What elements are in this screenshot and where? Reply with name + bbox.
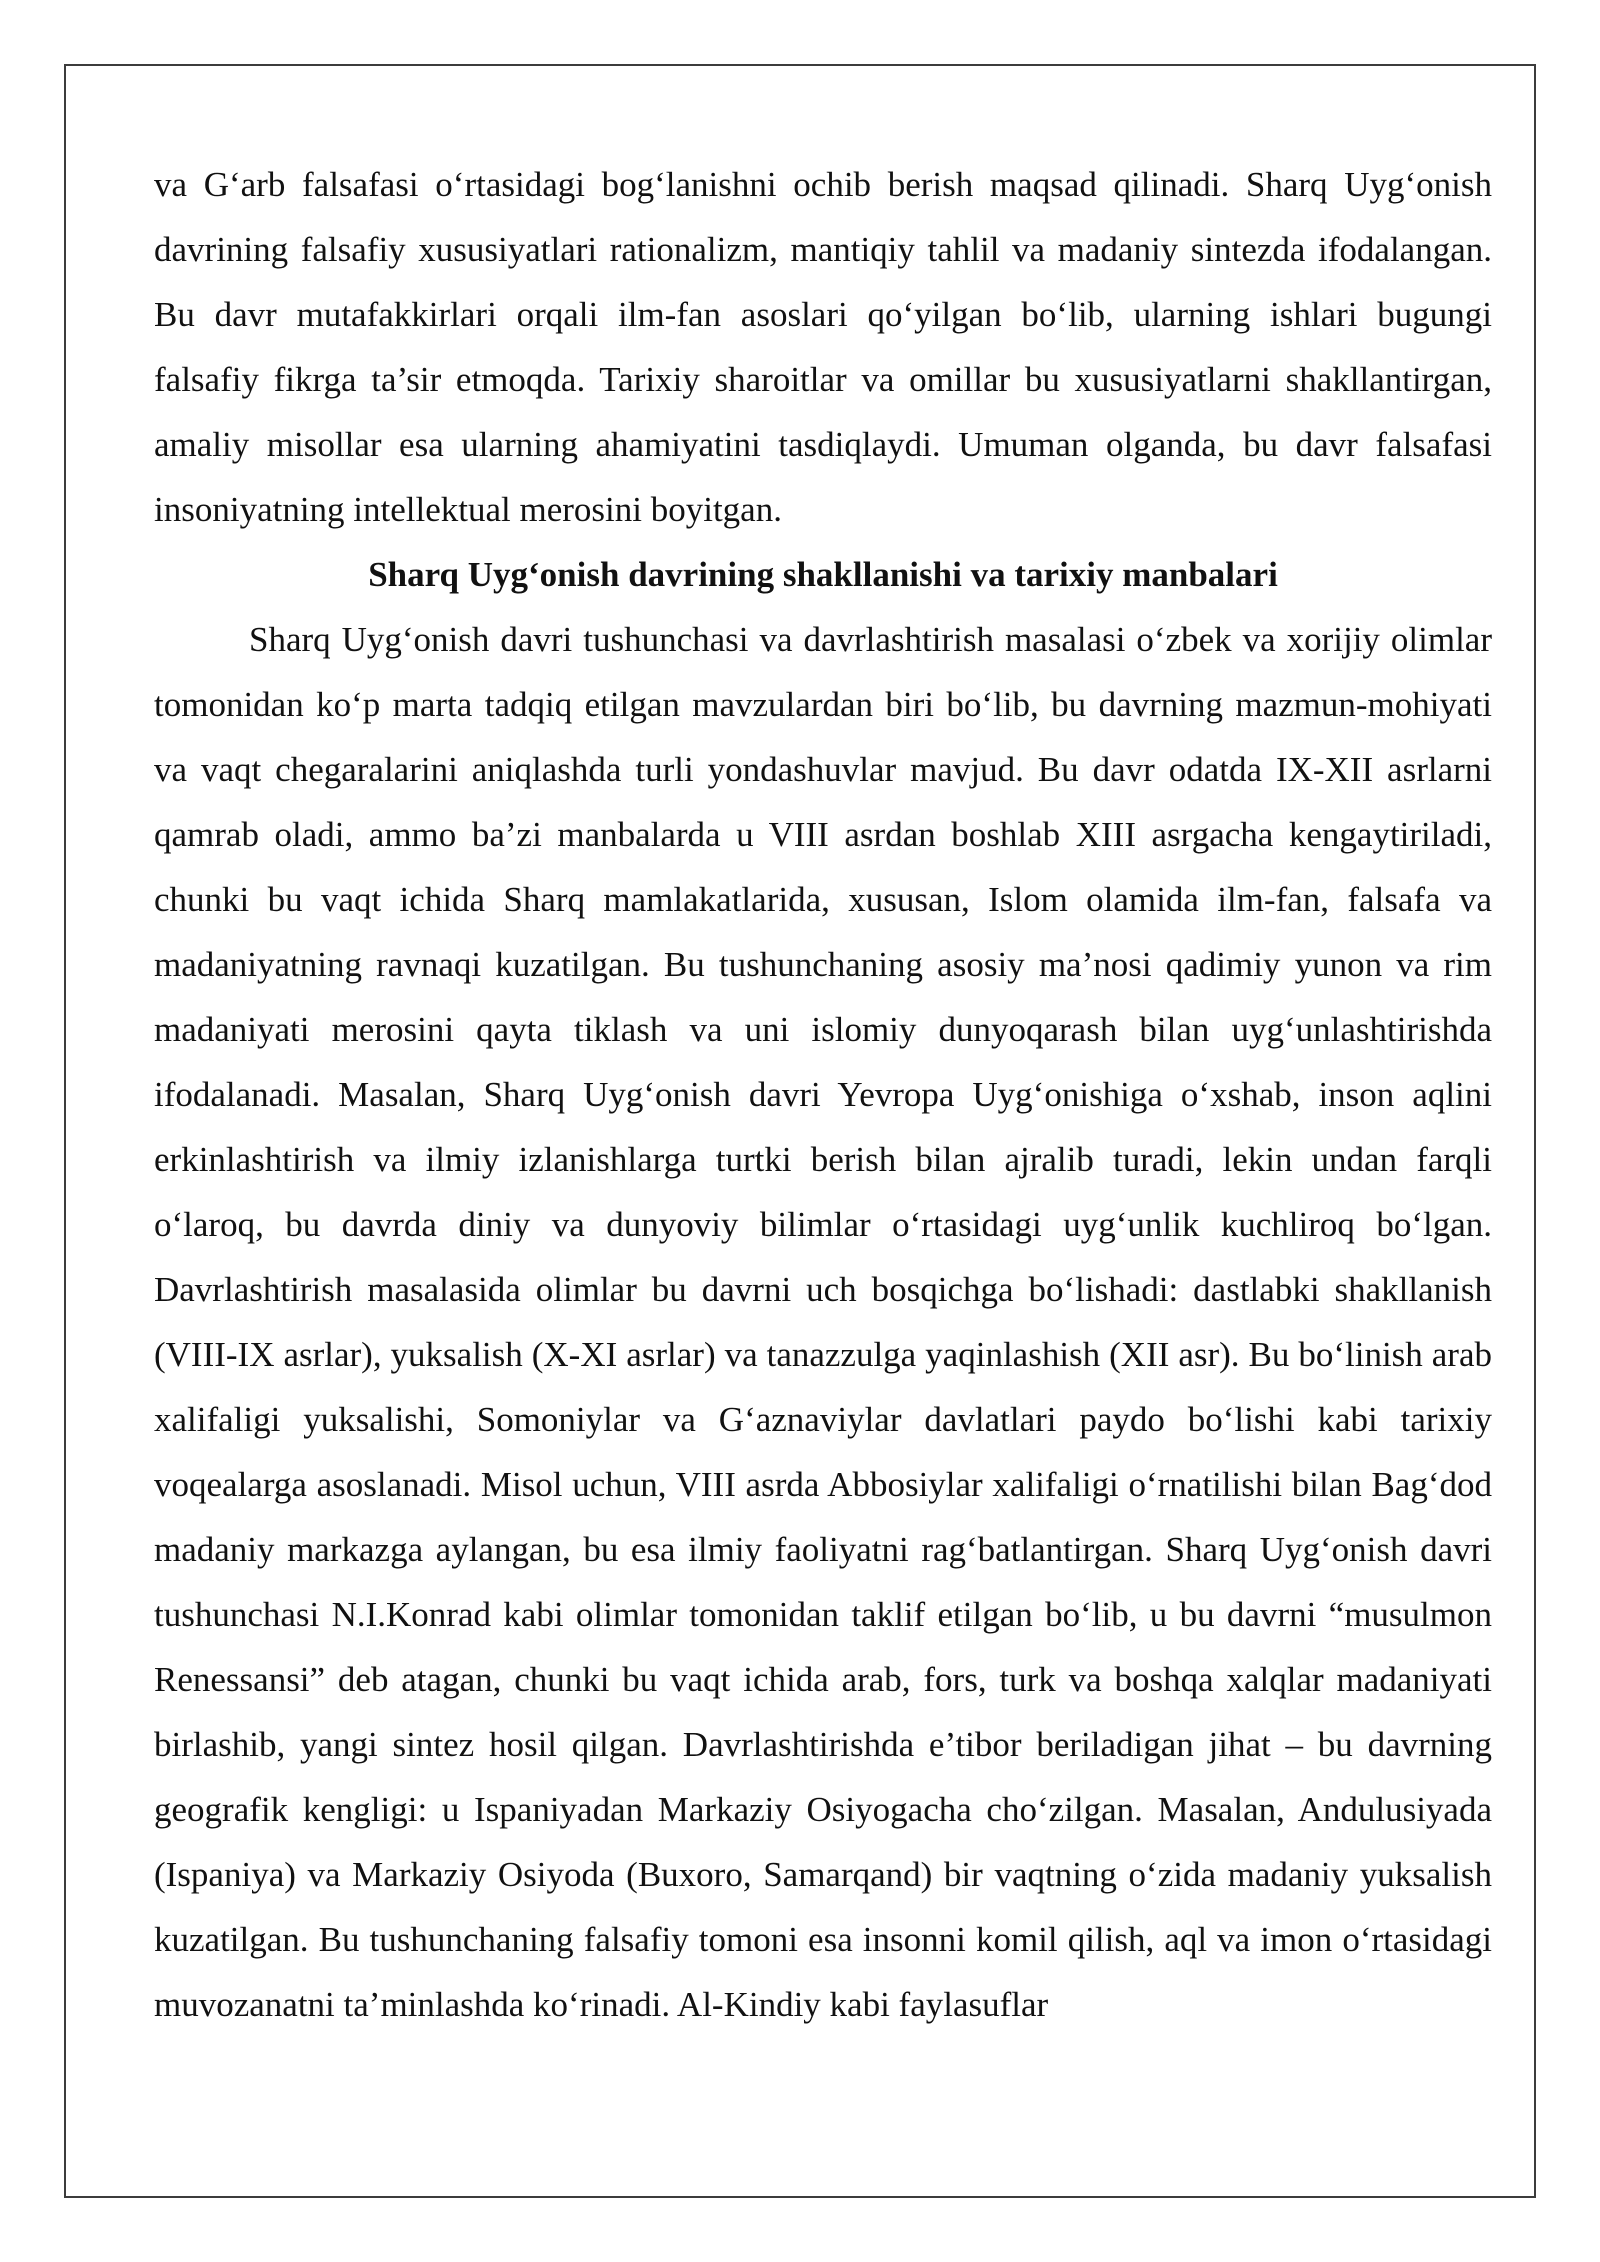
document-body xyxy=(154,152,1492,2037)
section-heading: Sharq Uyg‘onish davrining shakllanishi va tarixiy manbalari xyxy=(368,555,1278,594)
body-paragraph: Sharq Uyg‘onish davri tushunchasi va davrlashtirish masalasi o‘zbek va xorijiy olimlar tomonidan ko‘p marta tadqiq etilgan mavzulardan biri bo‘lib, bu davrning mazmun-mohiyati va vaqt chegaralarini aniqlashda turli yondashuvlar mavjud. Bu davr odatda IX-XII asrlarni qamrab oladi, ammo ba’zi manbalarda u VIII asrdan boshlab XIII asrgacha kengaytiriladi, chunki bu vaqt ichida Sharq mamlakatlarida, xususan, Islom olamida ilm-fan, falsafa va madaniyatning ravnaqi kuzatilgan. Bu tushunchaning asosiy ma’nosi qadimiy yunon va rim madaniyati merosini qayta tiklash va uni islomiy dunyoqarash bilan uyg‘unlashtirishda ifodalanadi. Masalan, Sharq Uyg‘onish davri Yevropa Uyg‘onishiga o‘xshab, inson aqlini erkinlashtirish va ilmiy izlanishlarga turtki berish bilan ajralib turadi, lekin undan farqli o‘laroq, bu davrda diniy va dunyoviy bilimlar o‘rtasidagi uyg‘unlik kuchliroq bo‘lgan. Davrlashtirish masalasida olimlar bu davrni uch bosqichga bo‘lishadi: dastlabki shakllanish (VIII-IX asrlar), yuksalish (X-XI asrlar) va tanazzulga yaqinlashish (XII asr). Bu bo‘linish arab xalifaligi yuksalishi, Somoniylar va G‘aznaviylar davlatlari paydo bo‘lishi kabi tarixiy voqealarga asoslanadi. Misol uchun, VIII asrda Abbosiylar xalifaligi o‘rnatilishi bilan Bag‘dod madaniy markazga aylangan, bu esa ilmiy faoliyatni rag‘batlantirgan. Sharq Uyg‘onish davri tushunchasi N.I.Konrad kabi olimlar tomonidan taklif etilgan bo‘lib, u bu davrni “musulmon Renessansi” deb atagan, chunki bu vaqt ichida arab, fors, turk va boshqa xalqlar madaniyati birlashib, yangi sintez hosil qilgan. Davrlashtirishda e’tibor beriladigan jihat – bu davrning geografik kengligi: u Ispaniyadan Markaziy Osiyogacha cho‘zilgan. Masalan, Andulusiyada (Ispaniya) va Markaziy Osiyoda (Buxoro, Samarqand) bir vaqtning o‘zida madaniy yuksalish kuzatilgan. Bu tushunchaning falsafiy tomoni esa insonni komil qilish, aql va imon o‘rtasidagi muvozanatni ta’minlashda ko‘rinadi. Al-Kindiy kabi faylasuflar xyxy=(154,620,1492,2024)
page-frame xyxy=(64,64,1536,2198)
intro-paragraph: va G‘arb falsafasi o‘rtasidagi bog‘lanishni ochib berish maqsad qilinadi. Sharq Uyg‘onish davrining falsafiy xususiyatlari rationalizm, mantiqiy tahlil va madaniy sintezda ifodalangan. Bu davr mutafakkirlari orqali ilm-fan asoslari qo‘yilgan bo‘lib, ularning ishlari bugungi falsafiy fikrga ta’sir etmoqda. Tarixiy sharoitlar va omillar bu xususiyatlarni shakllantirgan, amaliy misollar esa ularning ahamiyatini tasdiqlaydi. Umuman olganda, bu davr falsafasi insoniyatning intellektual merosini boyitgan. xyxy=(154,165,1492,529)
